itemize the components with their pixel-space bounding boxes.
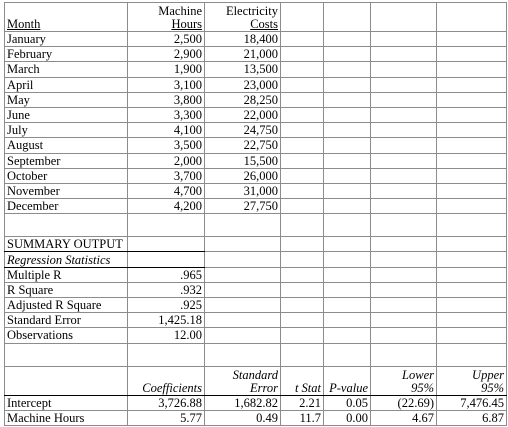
empty-cell[interactable] — [437, 237, 507, 252]
regression-statistics-cell[interactable] — [5, 252, 128, 267]
empty-cell[interactable] — [324, 313, 371, 328]
empty-cell[interactable] — [5, 366, 128, 395]
lower-95-header-line1: Lower — [402, 367, 434, 382]
table-row — [5, 395, 507, 410]
electricity-costs-header-line2: Costs — [250, 17, 278, 31]
empty-cell[interactable] — [371, 77, 437, 92]
lower-95-value: 4.67 — [412, 410, 434, 425]
month-name: December — [7, 199, 59, 214]
coefficient-value: 5.77 — [180, 410, 202, 425]
empty-cell[interactable] — [437, 214, 507, 237]
empty-cell[interactable] — [205, 313, 281, 328]
empty-cell[interactable] — [281, 183, 324, 198]
empty-cell[interactable] — [281, 138, 324, 153]
month-name: March — [7, 62, 40, 77]
stat-label-cell[interactable] — [5, 313, 128, 328]
upper-95-value-cell[interactable] — [437, 410, 507, 425]
t-stat-header-cell[interactable] — [281, 366, 324, 395]
empty-cell[interactable] — [437, 47, 507, 62]
electricity-cost-value-cell[interactable] — [205, 47, 281, 62]
coef-label: Intercept — [7, 395, 52, 410]
machine-hours-value-cell[interactable] — [128, 47, 205, 62]
empty-cell[interactable] — [371, 313, 437, 328]
empty-cell[interactable] — [437, 77, 507, 92]
month-name: June — [7, 108, 30, 123]
empty-cell[interactable] — [324, 3, 371, 32]
machine-hours-header-cell[interactable] — [128, 3, 205, 32]
empty-cell[interactable] — [371, 282, 437, 297]
p-value-value-cell[interactable] — [324, 395, 371, 410]
standard-error-value-cell[interactable] — [205, 410, 281, 425]
stat-value: .965 — [180, 267, 202, 282]
month-name: November — [7, 183, 60, 198]
empty-cell[interactable] — [281, 153, 324, 168]
summary-title: SUMMARY OUTPUT — [7, 237, 123, 252]
empty-cell[interactable] — [281, 3, 324, 32]
electricity-cost-value-cell[interactable] — [205, 168, 281, 183]
machine-hours-value-cell[interactable] — [128, 92, 205, 107]
empty-cell[interactable] — [281, 282, 324, 297]
empty-cell[interactable] — [324, 32, 371, 47]
stat-label-cell[interactable] — [5, 328, 128, 343]
empty-cell[interactable] — [437, 328, 507, 343]
empty-cell[interactable] — [324, 237, 371, 252]
empty-cell[interactable] — [281, 267, 324, 282]
table-row — [5, 138, 507, 153]
table-row — [5, 107, 507, 122]
upper-95-header-line2: 95% — [481, 380, 504, 395]
coef-label-cell[interactable] — [5, 410, 128, 425]
empty-cell[interactable] — [5, 343, 128, 366]
month-name: July — [7, 123, 28, 138]
empty-cell[interactable] — [324, 252, 371, 267]
coefficient-value: 3,726.88 — [158, 395, 202, 410]
empty-cell[interactable] — [324, 138, 371, 153]
empty-cell[interactable] — [324, 62, 371, 77]
table-row — [5, 328, 507, 343]
electricity-cost-value: 26,000 — [243, 168, 278, 183]
lower-95-value-cell[interactable] — [371, 395, 437, 410]
empty-cell[interactable] — [371, 32, 437, 47]
empty-cell[interactable] — [371, 153, 437, 168]
stat-label: Standard Error — [7, 313, 81, 328]
upper-95-header-line1: Upper — [472, 367, 504, 382]
coefficient-value-cell[interactable] — [128, 410, 205, 425]
table-row — [5, 62, 507, 77]
month-name-cell[interactable] — [5, 62, 128, 77]
p-value-header: P-value — [329, 380, 368, 395]
machine-hours-value-cell[interactable] — [128, 107, 205, 122]
t-stat-value: 2.21 — [299, 395, 321, 410]
upper-95-value: 6.87 — [482, 410, 504, 425]
coefficients-header: Coefficients — [142, 380, 202, 395]
empty-cell[interactable] — [437, 252, 507, 267]
electricity-cost-value-cell[interactable] — [205, 77, 281, 92]
empty-cell[interactable] — [281, 107, 324, 122]
machine-hours-value-cell[interactable] — [128, 32, 205, 47]
machine-hours-value-cell[interactable] — [128, 138, 205, 153]
monthly-data-rows — [5, 32, 507, 214]
machine-hours-value-cell[interactable] — [128, 77, 205, 92]
stat-label-cell[interactable] — [5, 282, 128, 297]
month-name-cell[interactable] — [5, 153, 128, 168]
empty-cell[interactable] — [371, 199, 437, 214]
electricity-cost-value-cell[interactable] — [205, 153, 281, 168]
stat-value: 1,425.18 — [158, 313, 202, 328]
electricity-costs-header-line1: Electricity — [225, 4, 278, 18]
machine-hours-value: 2,000 — [173, 153, 202, 168]
empty-cell[interactable] — [281, 47, 324, 62]
month-name-cell[interactable] — [5, 168, 128, 183]
machine-hours-value-cell[interactable] — [128, 123, 205, 138]
machine-hours-value: 4,700 — [173, 183, 202, 198]
empty-cell[interactable] — [324, 153, 371, 168]
summary-title-row — [5, 237, 507, 252]
month-name: October — [7, 168, 48, 183]
table-row — [5, 92, 507, 107]
stat-value-cell[interactable] — [128, 328, 205, 343]
empty-cell[interactable] — [371, 183, 437, 198]
empty-cell[interactable] — [437, 282, 507, 297]
standard-error-header-line2: Error — [249, 380, 278, 395]
empty-cell[interactable] — [437, 62, 507, 77]
month-name-cell[interactable] — [5, 77, 128, 92]
empty-cell[interactable] — [371, 3, 437, 32]
electricity-cost-value: 27,750 — [243, 199, 278, 214]
empty-cell[interactable] — [437, 267, 507, 282]
t-stat-value-cell[interactable] — [281, 395, 324, 410]
empty-cell[interactable] — [324, 168, 371, 183]
empty-cell[interactable] — [324, 92, 371, 107]
stat-label: Observations — [7, 328, 73, 343]
machine-hours-header-line2: Hours — [171, 17, 202, 31]
empty-cell[interactable] — [128, 252, 205, 267]
empty-cell[interactable] — [371, 47, 437, 62]
header-row — [5, 3, 507, 32]
machine-hours-value: 3,500 — [173, 138, 202, 153]
empty-cell[interactable] — [371, 168, 437, 183]
empty-cell[interactable] — [324, 183, 371, 198]
stat-value-cell[interactable] — [128, 298, 205, 313]
empty-cell[interactable] — [281, 298, 324, 313]
empty-cell[interactable] — [437, 107, 507, 122]
empty-cell[interactable] — [437, 32, 507, 47]
empty-cell[interactable] — [281, 237, 324, 252]
month-name: September — [7, 153, 61, 168]
month-name-cell[interactable] — [5, 107, 128, 122]
table-row — [5, 183, 507, 198]
empty-cell[interactable] — [281, 313, 324, 328]
month-name-cell[interactable] — [5, 138, 128, 153]
empty-cell[interactable] — [205, 328, 281, 343]
empty-cell[interactable] — [324, 282, 371, 297]
electricity-cost-value: 18,400 — [243, 32, 278, 47]
electricity-cost-value-cell[interactable] — [205, 123, 281, 138]
summary-title-cell[interactable] — [5, 237, 128, 252]
standard-error-header-line1: Standard — [232, 367, 278, 382]
month-name: May — [7, 92, 30, 107]
machine-hours-value: 2,900 — [173, 47, 202, 62]
empty-cell[interactable] — [371, 92, 437, 107]
electricity-cost-value: 22,000 — [243, 108, 278, 123]
empty-cell[interactable] — [437, 3, 507, 32]
empty-cell[interactable] — [324, 77, 371, 92]
stat-label: Multiple R — [7, 267, 62, 282]
coef-label-cell[interactable] — [5, 395, 128, 410]
empty-cell[interactable] — [324, 47, 371, 62]
empty-cell[interactable] — [128, 214, 205, 237]
month-header: Month — [7, 17, 41, 31]
electricity-cost-value-cell[interactable] — [205, 199, 281, 214]
month-header-cell[interactable] — [5, 3, 128, 32]
table-row — [5, 47, 507, 62]
standard-error-header-cell[interactable] — [205, 366, 281, 395]
table-row — [5, 313, 507, 328]
empty-cell[interactable] — [281, 77, 324, 92]
empty-cell[interactable] — [205, 267, 281, 282]
empty-cell[interactable] — [437, 313, 507, 328]
machine-hours-value: 4,100 — [173, 123, 202, 138]
stat-value-cell[interactable] — [128, 313, 205, 328]
machine-hours-value: 4,200 — [173, 199, 202, 214]
empty-cell[interactable] — [324, 107, 371, 122]
empty-cell[interactable] — [5, 214, 128, 237]
electricity-cost-value-cell[interactable] — [205, 138, 281, 153]
stat-label-cell[interactable] — [5, 298, 128, 313]
stat-label-cell[interactable] — [5, 267, 128, 282]
empty-cell[interactable] — [324, 214, 371, 237]
lower-95-header-cell[interactable] — [371, 366, 437, 395]
table-row — [5, 123, 507, 138]
electricity-cost-value-cell[interactable] — [205, 107, 281, 122]
empty-cell[interactable] — [281, 92, 324, 107]
regression-statistics-rows — [5, 267, 507, 343]
electricity-cost-value: 31,000 — [243, 183, 278, 198]
month-name-cell[interactable] — [5, 32, 128, 47]
electricity-cost-value: 21,000 — [243, 47, 278, 62]
machine-hours-value: 3,700 — [173, 168, 202, 183]
empty-cell[interactable] — [371, 267, 437, 282]
empty-cell[interactable] — [371, 138, 437, 153]
month-name: January — [7, 32, 46, 47]
empty-cell[interactable] — [371, 237, 437, 252]
lower-95-header-line2: 95% — [411, 380, 434, 395]
empty-cell[interactable] — [371, 62, 437, 77]
empty-cell[interactable] — [128, 237, 205, 252]
machine-hours-value-cell[interactable] — [128, 199, 205, 214]
standard-error-value: 1,682.82 — [234, 395, 278, 410]
p-value-value: 0.05 — [346, 395, 368, 410]
month-name: April — [7, 77, 34, 92]
empty-cell[interactable] — [281, 252, 324, 267]
empty-cell[interactable] — [128, 343, 205, 366]
stat-label: Adjusted R Square — [7, 298, 102, 313]
month-name: February — [7, 47, 53, 62]
empty-cell[interactable] — [281, 168, 324, 183]
summary-subtitle-row — [5, 252, 507, 267]
table-row — [5, 168, 507, 183]
machine-hours-header-line1: Machine — [158, 4, 202, 18]
empty-cell[interactable] — [437, 92, 507, 107]
t-stat-value-cell[interactable] — [281, 410, 324, 425]
machine-hours-value-cell[interactable] — [128, 153, 205, 168]
table-row — [5, 32, 507, 47]
coefficient-value-cell[interactable] — [128, 395, 205, 410]
spreadsheet-table — [4, 2, 507, 426]
standard-error-value-cell[interactable] — [205, 395, 281, 410]
empty-cell[interactable] — [205, 298, 281, 313]
table-row — [5, 199, 507, 214]
lower-95-value-cell[interactable] — [371, 410, 437, 425]
table-row — [5, 153, 507, 168]
electricity-costs-header-cell[interactable] — [205, 3, 281, 32]
machine-hours-value: 2,500 — [173, 32, 202, 47]
empty-cell[interactable] — [371, 298, 437, 313]
t-stat-value: 11.7 — [299, 410, 321, 425]
empty-cell[interactable] — [205, 282, 281, 297]
empty-cell[interactable] — [437, 153, 507, 168]
upper-95-value: 7,476.45 — [460, 395, 504, 410]
empty-cell[interactable] — [437, 343, 507, 366]
electricity-cost-value: 24,750 — [243, 123, 278, 138]
p-value-value: 0.00 — [346, 410, 368, 425]
empty-cell[interactable] — [371, 328, 437, 343]
electricity-cost-value-cell[interactable] — [205, 183, 281, 198]
empty-cell[interactable] — [371, 343, 437, 366]
empty-cell[interactable] — [281, 199, 324, 214]
empty-cell[interactable] — [324, 343, 371, 366]
machine-hours-value: 1,900 — [173, 62, 202, 77]
month-name-cell[interactable] — [5, 199, 128, 214]
electricity-cost-value: 23,000 — [243, 77, 278, 92]
empty-cell[interactable] — [205, 237, 281, 252]
electricity-cost-value: 28,250 — [243, 92, 278, 107]
machine-hours-value-cell[interactable] — [128, 183, 205, 198]
empty-cell[interactable] — [371, 252, 437, 267]
upper-95-header-cell[interactable] — [437, 366, 507, 395]
stat-value: 12.00 — [173, 328, 202, 343]
t-stat-header: t Stat — [294, 380, 321, 395]
coefficients-header-row — [5, 366, 507, 395]
machine-hours-value: 3,300 — [173, 108, 202, 123]
table-row — [5, 282, 507, 297]
upper-95-value-cell[interactable] — [437, 395, 507, 410]
empty-cell[interactable] — [281, 62, 324, 77]
empty-cell[interactable] — [437, 199, 507, 214]
machine-hours-value-cell[interactable] — [128, 62, 205, 77]
stat-value-cell[interactable] — [128, 282, 205, 297]
empty-cell[interactable] — [437, 138, 507, 153]
stat-label: R Square — [7, 282, 54, 297]
electricity-cost-value-cell[interactable] — [205, 32, 281, 47]
coefficient-rows — [5, 395, 507, 425]
p-value-value-cell[interactable] — [324, 410, 371, 425]
empty-cell[interactable] — [281, 328, 324, 343]
month-name-cell[interactable] — [5, 183, 128, 198]
empty-cell[interactable] — [324, 298, 371, 313]
empty-cell[interactable] — [205, 214, 281, 237]
coefficients-header-cell[interactable] — [128, 366, 205, 395]
table-row — [5, 298, 507, 313]
empty-cell[interactable] — [205, 343, 281, 366]
month-name-cell[interactable] — [5, 47, 128, 62]
stat-value: .932 — [180, 282, 202, 297]
electricity-cost-value-cell[interactable] — [205, 92, 281, 107]
empty-cell[interactable] — [371, 107, 437, 122]
empty-cell[interactable] — [281, 123, 324, 138]
empty-cell[interactable] — [324, 328, 371, 343]
empty-cell[interactable] — [205, 252, 281, 267]
empty-cell[interactable] — [281, 343, 324, 366]
coef-label: Machine Hours — [7, 410, 85, 425]
empty-cell[interactable] — [324, 267, 371, 282]
empty-cell[interactable] — [437, 183, 507, 198]
month-name: August — [7, 138, 44, 153]
empty-cell[interactable] — [437, 123, 507, 138]
table-row — [5, 267, 507, 282]
machine-hours-value: 3,100 — [173, 77, 202, 92]
table-row — [5, 77, 507, 92]
spacer-row — [5, 214, 507, 237]
regression-statistics-label: Regression Statistics — [7, 252, 111, 267]
table-row — [5, 410, 507, 425]
spacer-row — [5, 343, 507, 366]
electricity-cost-value: 13,500 — [243, 62, 278, 77]
empty-cell[interactable] — [324, 123, 371, 138]
month-name-cell[interactable] — [5, 123, 128, 138]
lower-95-value: (22.69) — [397, 395, 434, 410]
empty-cell[interactable] — [371, 214, 437, 237]
empty-cell[interactable] — [371, 123, 437, 138]
month-name-cell[interactable] — [5, 92, 128, 107]
empty-cell[interactable] — [281, 214, 324, 237]
stat-value-cell[interactable] — [128, 267, 205, 282]
stat-value: .925 — [180, 298, 202, 313]
empty-cell[interactable] — [324, 199, 371, 214]
machine-hours-value-cell[interactable] — [128, 168, 205, 183]
electricity-cost-value-cell[interactable] — [205, 62, 281, 77]
electricity-cost-value: 22,750 — [243, 138, 278, 153]
electricity-cost-value: 15,500 — [243, 153, 278, 168]
empty-cell[interactable] — [437, 168, 507, 183]
standard-error-value: 0.49 — [256, 410, 278, 425]
empty-cell[interactable] — [437, 298, 507, 313]
p-value-header-cell[interactable] — [324, 366, 371, 395]
empty-cell[interactable] — [281, 32, 324, 47]
machine-hours-value: 3,800 — [173, 92, 202, 107]
